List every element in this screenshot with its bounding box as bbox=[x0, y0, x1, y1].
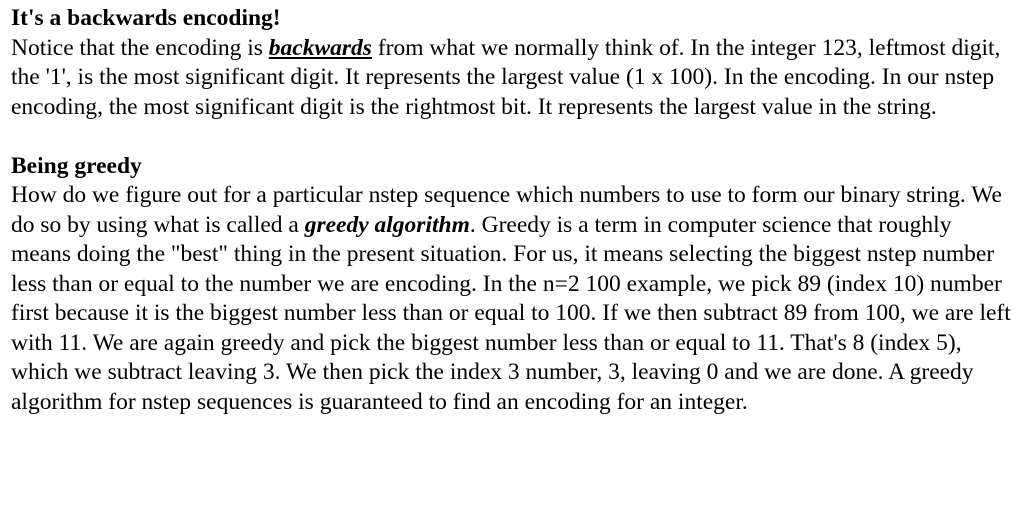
paragraph-backwards-encoding bbox=[11, 34, 1015, 123]
section-heading-backwards-encoding: It's a backwards encoding! bbox=[11, 5, 281, 31]
paragraph-being-greedy bbox=[11, 181, 1015, 417]
paragraph-text: How do we figure out for a particular nstep sequence which numbers to use to form our binary string. We do so by using what is called a bbox=[11, 182, 1002, 238]
document-body bbox=[11, 4, 1015, 417]
section-heading-being-greedy: Being greedy bbox=[11, 152, 142, 179]
emphasis-greedy-algorithm: greedy algorithm bbox=[304, 211, 470, 238]
paragraph-text: . Greedy is a term in computer science that roughly means doing the "best" thing in the present situation. For us, it means selecting the biggest nstep number less than or equal to the number we are encoding. In the n=2 100 example, we pick 89 (index 10) number first because it is the biggest number less than or equal to 100. If we then subtract 89 from 100, we are left with 11. We are again greedy and pick the biggest number less than or equal to 11. That's 8 (index 5), which we subtract leaving 3. We then pick the index 3 number, 3, leaving 0 and we are done. A greedy algorithm for nstep sequences is guaranteed to find an encoding for an integer. bbox=[11, 211, 1011, 415]
emphasis-backwards: backwards bbox=[268, 34, 372, 61]
paragraph-spacer bbox=[11, 122, 1015, 152]
paragraph-text: Notice that the encoding is bbox=[11, 34, 269, 61]
paragraph-text: from what we normally think of. In the integer 123, leftmost digit, the '1', is the most significant digit. It represents the largest value (1 x 100). In the encoding. In our nstep encoding, the most significant digit is the rightmost bit. It represents the largest value in the string. bbox=[11, 34, 1001, 120]
